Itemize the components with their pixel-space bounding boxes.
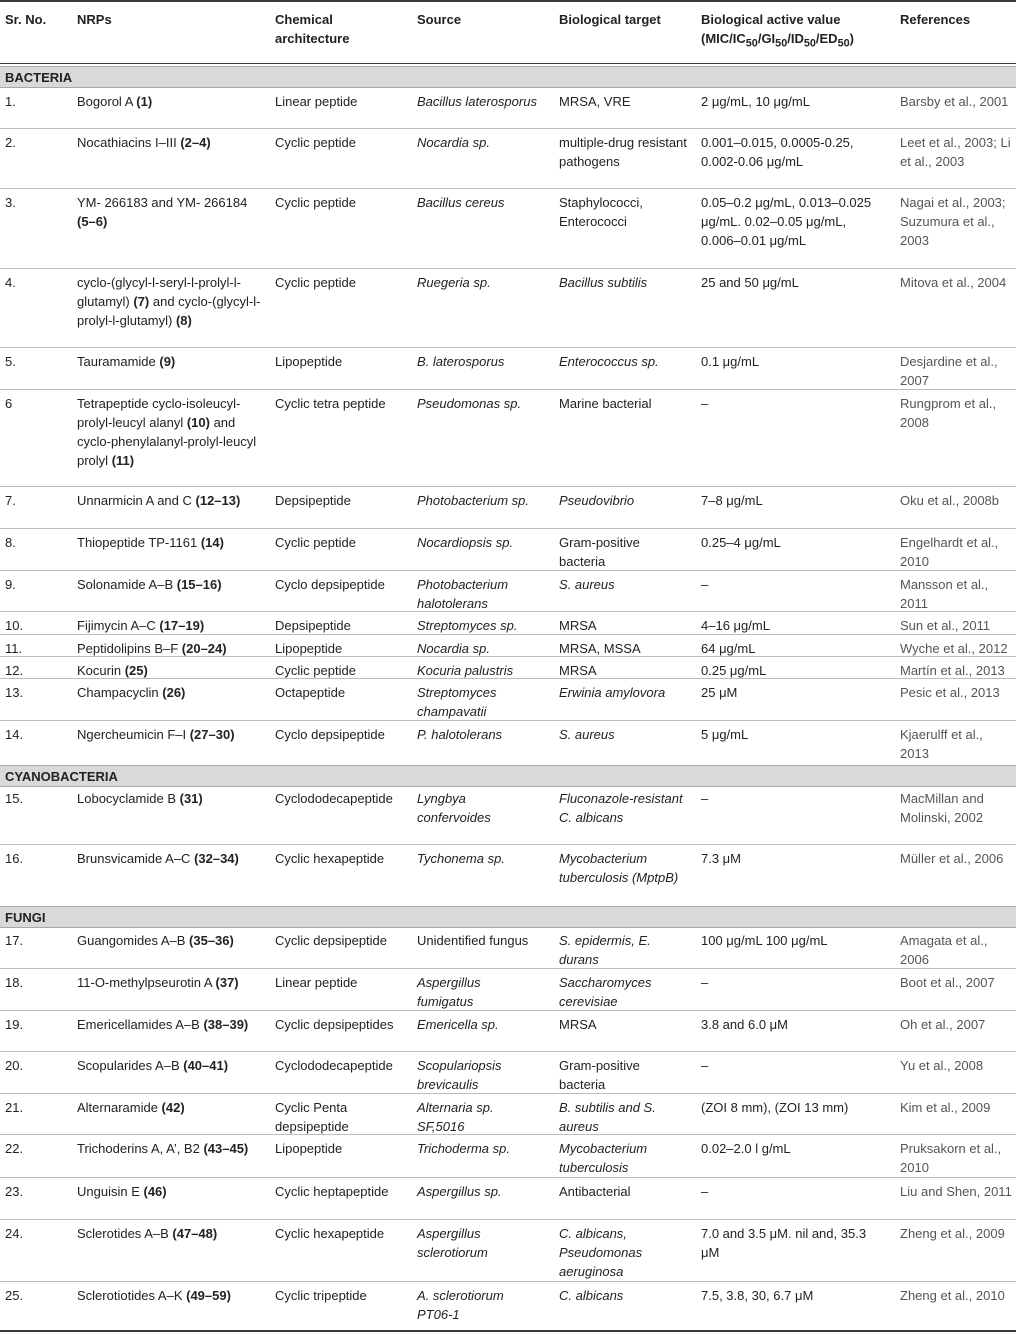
compound-number: (35–36) — [189, 933, 234, 948]
nrp-name — [77, 1139, 262, 1158]
active-value: 64 μg/mL — [701, 641, 756, 656]
nrp-name — [77, 1056, 262, 1075]
chemical-architecture: Cyclo depsipeptide — [275, 577, 385, 592]
biological-target: Gram-positive bacteria — [559, 1058, 640, 1092]
nrp-text: Kocurin — [77, 663, 125, 678]
reference: Engelhardt et al., 2010 — [900, 535, 999, 569]
row-separator — [0, 656, 1016, 657]
biological-target: C. albicans, Pseudomonas aeruginosa — [559, 1226, 643, 1279]
source-organism: P. halotolerans — [417, 727, 503, 742]
nrp-name — [77, 789, 262, 808]
nrp-text: Sclerotides A–B — [77, 1226, 173, 1241]
source-organism: A. sclerotiorum PT06-1 — [417, 1288, 504, 1322]
biological-target: MRSA — [559, 1017, 597, 1032]
row-number: 10. — [5, 618, 24, 633]
nrp-name — [77, 394, 262, 470]
row-separator — [0, 1177, 1016, 1178]
source-organism: Bacillus laterosporus — [417, 94, 537, 109]
biological-target: MRSA — [559, 618, 597, 633]
nrp-name — [77, 616, 262, 635]
source-organism: Alternaria sp. SF,5016 — [417, 1100, 494, 1134]
row-separator — [0, 678, 1016, 679]
compound-number: (5–6) — [77, 214, 108, 229]
compound-number: (40–41) — [183, 1058, 229, 1073]
active-value: 7.5, 3.8, 30, 6.7 μM — [701, 1288, 814, 1303]
nrp-name — [77, 849, 262, 868]
biological-target: Mycobacterium tuberculosis — [559, 1141, 648, 1175]
compound-number: (20–24) — [181, 641, 227, 656]
row-number: 4. — [5, 275, 16, 290]
nrp-text: Peptidolipins B–F — [77, 641, 182, 656]
compound-number: (31) — [179, 791, 203, 806]
reference: Amagata et al., 2006 — [900, 933, 988, 967]
row-number: 11. — [5, 641, 23, 656]
reference: Martín et al., 2013 — [900, 663, 1005, 678]
chemical-architecture: Cyclic peptide — [275, 195, 356, 210]
chemical-architecture: Lipopeptide — [275, 354, 343, 369]
biological-target: Fluconazole-resistant C. albicans — [559, 791, 683, 825]
biological-target: Saccharomyces cerevisiae — [559, 975, 652, 1009]
row-separator — [0, 720, 1016, 721]
row-number: 18. — [5, 975, 24, 990]
compound-number: (47–48) — [172, 1226, 218, 1241]
compound-number: (2–4) — [180, 135, 211, 150]
nrp-text: Bogorol A — [77, 94, 137, 109]
chemical-architecture: Cyclic depsipeptide — [275, 933, 388, 948]
source-organism: Lyngbya confervoides — [417, 791, 491, 825]
source-organism: Aspergillus sp. — [417, 1184, 502, 1199]
nrp-text: Nocathiacins I–III — [77, 135, 181, 150]
reference: Leet et al., 2003; Li et al., 2003 — [900, 135, 1011, 169]
reference: Yu et al., 2008 — [900, 1058, 984, 1073]
header-rule — [0, 63, 1016, 64]
compound-number: (11) — [111, 453, 135, 468]
table-top-rule — [0, 0, 1016, 2]
source-organism: Streptomyces sp. — [417, 618, 518, 633]
header-biological-target: Biological target — [559, 12, 661, 27]
row-number: 5. — [5, 354, 16, 369]
active-value: 7.3 μM — [701, 851, 742, 866]
row-number: 20. — [5, 1058, 24, 1073]
row-separator — [0, 268, 1016, 269]
chemical-architecture: Cyclododecapeptide — [275, 791, 393, 806]
biological-target: B. subtilis and S. aureus — [559, 1100, 656, 1134]
reference: Pruksakorn et al., 2010 — [900, 1141, 1002, 1175]
nrp-name — [77, 1286, 262, 1305]
nrp-name — [77, 1224, 262, 1243]
section-label: FUNGI — [5, 910, 46, 925]
reference: Boot et al., 2007 — [900, 975, 995, 990]
compound-number: (12–13) — [195, 493, 241, 508]
chemical-architecture: Linear peptide — [275, 94, 358, 109]
active-value: 5 μg/mL — [701, 727, 749, 742]
biological-target: Gram-positive bacteria — [559, 535, 640, 569]
chemical-architecture: Lipopeptide — [275, 1141, 343, 1156]
nrp-text: Unguisin E — [77, 1184, 144, 1199]
nrp-name — [77, 1098, 262, 1117]
compound-number: (26) — [162, 685, 186, 700]
reference: Rungprom et al., 2008 — [900, 396, 997, 430]
biological-target: Erwinia amylovora — [559, 685, 666, 700]
chemical-architecture: Cyclic peptide — [275, 663, 356, 678]
reference: Mansson et al., 2011 — [900, 577, 989, 611]
reference: Wyche et al., 2012 — [900, 641, 1008, 656]
reference: Mitova et al., 2004 — [900, 275, 1007, 290]
chemical-architecture: Octapeptide — [275, 685, 346, 700]
active-value: 4–16 μg/mL — [701, 618, 770, 633]
nrp-text: cyclo-(glycyl-l-seryl-l-prolyl-l- glutamyl) — [77, 275, 241, 309]
nrp-text: Tauramamide — [77, 354, 160, 369]
row-separator — [0, 634, 1016, 635]
row-number: 16. — [5, 851, 24, 866]
compound-number: (8) — [175, 313, 192, 328]
nrp-text: Unnarmicin A and C — [77, 493, 196, 508]
biological-target: S. aureus — [559, 727, 615, 742]
section-header — [0, 906, 1016, 928]
chemical-architecture: Linear peptide — [275, 975, 358, 990]
row-separator — [0, 1051, 1016, 1052]
reference: Barsby et al., 2001 — [900, 94, 1009, 109]
row-separator — [0, 389, 1016, 390]
active-value: 25 and 50 μg/mL — [701, 275, 799, 290]
nrp-text: Lobocyclamide B — [77, 791, 180, 806]
nrp-text: Brunsvicamide A–C — [77, 851, 195, 866]
compound-number: (38–39) — [203, 1017, 249, 1032]
compound-number: (17–19) — [159, 618, 205, 633]
row-number: 12. — [5, 663, 24, 678]
chemical-architecture: Cyclic tripeptide — [275, 1288, 367, 1303]
nrp-text: Thiopeptide TP-1161 — [77, 535, 201, 550]
row-number: 8. — [5, 535, 16, 550]
header-nrps: NRPs — [77, 12, 112, 27]
source-organism: Nocardia sp. — [417, 135, 490, 150]
chemical-architecture: Cyclic peptide — [275, 275, 356, 290]
chemical-architecture: Cyclododecapeptide — [275, 1058, 393, 1073]
row-number: 1. — [5, 94, 16, 109]
reference: MacMillan and Molinski, 2002 — [900, 791, 984, 825]
row-separator — [0, 486, 1016, 487]
nrp-text: Ngercheumicin F–I — [77, 727, 190, 742]
header-source: Source — [417, 12, 462, 27]
header-references: References — [900, 12, 971, 27]
source-organism: Photobacterium sp. — [417, 493, 530, 508]
biological-target: Pseudovibrio — [559, 493, 635, 508]
nrp-name — [77, 193, 262, 231]
active-value: – — [701, 791, 709, 806]
row-number: 14. — [5, 727, 24, 742]
source-organism: Streptomyces champavatii — [417, 685, 497, 719]
source-organism: Bacillus cereus — [417, 195, 505, 210]
row-number: 23. — [5, 1184, 24, 1199]
compound-number: (43–45) — [203, 1141, 249, 1156]
source-organism: Emericella sp. — [417, 1017, 499, 1032]
active-value: 25 μM — [701, 685, 738, 700]
nrp-text: Trichoderins A, A’, B2 — [77, 1141, 204, 1156]
nrp-text: YM- 266183 and YM- 266184 — [77, 195, 248, 210]
source-organism: Ruegeria sp. — [417, 275, 491, 290]
compound-number: (10) — [186, 415, 210, 430]
reference: Oku et al., 2008b — [900, 493, 1000, 508]
row-number: 22. — [5, 1141, 24, 1156]
nrp-name — [77, 92, 262, 111]
row-number: 17. — [5, 933, 24, 948]
biological-target: MRSA, MSSA — [559, 641, 641, 656]
nrp-name — [77, 973, 262, 992]
row-number: 24. — [5, 1226, 24, 1241]
active-value: 0.02–2.0 l g/mL — [701, 1141, 791, 1156]
nrp-text: Tetrapeptide cyclo-isoleucyl-prolyl-leucyl alanyl — [77, 396, 241, 430]
row-separator — [0, 1010, 1016, 1011]
nrp-text: and cyclo-(glycyl-l-prolyl-l-glutamyl) — [77, 294, 261, 328]
nrp-text: Emericellamides A–B — [77, 1017, 204, 1032]
row-separator — [0, 1219, 1016, 1220]
source-organism: Aspergillus sclerotiorum — [417, 1226, 488, 1260]
section-header — [0, 66, 1016, 88]
active-value: 0.05–0.2 μg/mL, 0.013–0.025 μg/mL. 0.02–0.05 μg/mL, 0.006–0.01 μg/mL — [701, 195, 872, 248]
nrp-name — [77, 491, 262, 510]
row-separator — [0, 347, 1016, 348]
row-separator — [0, 844, 1016, 845]
row-number: 13. — [5, 685, 24, 700]
compound-number: (46) — [143, 1184, 167, 1199]
chemical-architecture: Cyclic depsipeptides — [275, 1017, 394, 1032]
reference: Kim et al., 2009 — [900, 1100, 991, 1115]
active-value: 0.25–4 μg/mL — [701, 535, 781, 550]
row-separator — [0, 968, 1016, 969]
source-organism: Unidentified fungus — [417, 933, 529, 948]
active-value: – — [701, 1184, 709, 1199]
nrp-name — [77, 683, 262, 702]
chemical-architecture: Depsipeptide — [275, 493, 351, 508]
row-number: 21. — [5, 1100, 24, 1115]
row-separator — [0, 570, 1016, 571]
reference: Sun et al., 2011 — [900, 618, 991, 633]
chemical-architecture: Cyclic tetra peptide — [275, 396, 386, 411]
source-organism: Pseudomonas sp. — [417, 396, 522, 411]
reference: Oh et al., 2007 — [900, 1017, 986, 1032]
active-value: 3.8 and 6.0 μM — [701, 1017, 788, 1032]
nrp-name — [77, 1015, 262, 1034]
row-number: 15. — [5, 791, 24, 806]
biological-target: Mycobacterium tuberculosis (MptpB) — [559, 851, 679, 885]
row-number: 19. — [5, 1017, 24, 1032]
source-organism: Aspergillus fumigatus — [417, 975, 481, 1009]
section-label: CYANOBACTERIA — [5, 769, 118, 784]
row-separator — [0, 1281, 1016, 1282]
biological-target: MRSA — [559, 663, 597, 678]
section-header — [0, 765, 1016, 787]
nrp-text: Sclerotiotides A–K — [77, 1288, 187, 1303]
row-number: 7. — [5, 493, 16, 508]
compound-number: (49–59) — [186, 1288, 231, 1303]
header-sr-no: Sr. No. — [5, 12, 47, 27]
source-organism: Kocuria palustris — [417, 663, 514, 678]
chemical-architecture: Cyclic hexapeptide — [275, 851, 385, 866]
chemical-architecture: Cyclo depsipeptide — [275, 727, 385, 742]
biological-target: MRSA, VRE — [559, 94, 631, 109]
active-value: – — [701, 396, 709, 411]
compound-number: (7) — [133, 294, 150, 309]
active-value: (ZOI 8 mm), (ZOI 13 mm) — [701, 1100, 849, 1115]
nrp-name — [77, 575, 262, 594]
active-value: – — [701, 577, 709, 592]
source-organism: Tychonema sp. — [417, 851, 505, 866]
reference: Pesic et al., 2013 — [900, 685, 1000, 700]
row-number: 9. — [5, 577, 16, 592]
active-value: – — [701, 975, 709, 990]
active-value: 0.25 μg/mL — [701, 663, 767, 678]
source-organism: Nocardiopsis sp. — [417, 535, 514, 550]
active-value: 7.0 and 3.5 μM. nil and, 35.3 μM — [701, 1226, 867, 1260]
nrp-text: Champacyclin — [77, 685, 163, 700]
nrp-text: Solonamide A–B — [77, 577, 177, 592]
nrp-name — [77, 725, 262, 744]
source-organism: B. laterosporus — [417, 354, 505, 369]
chemical-architecture: Cyclic Penta depsipeptide — [275, 1100, 349, 1134]
biological-target: Enterococcus sp. — [559, 354, 659, 369]
compound-number: (1) — [136, 94, 153, 109]
biological-target: Bacillus subtilis — [559, 275, 648, 290]
nrp-text: Scopularides A–B — [77, 1058, 184, 1073]
biological-target: multiple-drug resistant pathogens — [559, 135, 687, 169]
nrp-name — [77, 352, 262, 371]
row-number: 6 — [5, 396, 13, 411]
compound-number: (32–34) — [194, 851, 239, 866]
nrp-text: Fijimycin A–C — [77, 618, 160, 633]
chemical-architecture: Depsipeptide — [275, 618, 351, 633]
biological-target: Antibacterial — [559, 1184, 631, 1199]
biological-target: S. aureus — [559, 577, 615, 592]
reference: Zheng et al., 2009 — [900, 1226, 1005, 1241]
active-value: 2 μg/mL, 10 μg/mL — [701, 94, 810, 109]
biological-target: C. albicans — [559, 1288, 624, 1303]
source-organism: Photobacterium halotolerans — [417, 577, 509, 611]
source-organism: Trichoderma sp. — [417, 1141, 510, 1156]
compound-number: (27–30) — [189, 727, 235, 742]
nrp-text: Alternaramide — [77, 1100, 162, 1115]
biological-target: Marine bacterial — [559, 396, 652, 411]
reference: Desjardine et al., 2007 — [900, 354, 998, 388]
row-number: 2. — [5, 135, 16, 150]
source-organism: Scopulariopsis brevicaulis — [417, 1058, 502, 1092]
active-value: 100 μg/mL 100 μg/mL — [701, 933, 828, 948]
active-value: 0.001–0.015, 0.0005-0.25, 0.002-0.06 μg/mL — [701, 135, 854, 169]
chemical-architecture: Cyclic heptapeptide — [275, 1184, 389, 1199]
nrp-text: 11-O-methylpseurotin A — [77, 975, 216, 990]
reference: Kjaerulff et al., 2013 — [900, 727, 983, 761]
row-number: 3. — [5, 195, 16, 210]
biological-target: S. epidermis, E. durans — [559, 933, 651, 967]
active-value: 7–8 μg/mL — [701, 493, 763, 508]
header-biological-active-value: Biological active value $(MIC/IC_{50}/GI_{50}/ID_{50}/ED_{50})$ — [701, 12, 854, 50]
active-value: 0.1 μg/mL — [701, 354, 760, 369]
row-separator — [0, 188, 1016, 189]
section-label: BACTERIA — [5, 70, 73, 85]
nrp-name — [77, 273, 262, 330]
row-separator — [0, 1134, 1016, 1135]
chemical-architecture: Lipopeptide — [275, 641, 343, 656]
chemical-architecture: Cyclic peptide — [275, 135, 356, 150]
active-value: – — [701, 1058, 709, 1073]
biological-target: Staphylococci, Enterococci — [559, 195, 643, 229]
row-separator — [0, 611, 1016, 612]
nrp-name — [77, 1182, 262, 1201]
nrp-text: Guangomides A–B — [77, 933, 190, 948]
nrp-name — [77, 133, 262, 152]
nrp-text: and cyclo-phenylalanyl-prolyl-leucyl prolyl — [77, 415, 257, 468]
reference: Nagai et al., 2003; Suzumura et al., 2003 — [900, 195, 1006, 248]
compound-number: (9) — [159, 354, 176, 369]
nrp-name — [77, 931, 262, 950]
reference: Zheng et al., 2010 — [900, 1288, 1005, 1303]
compound-number: (42) — [161, 1100, 185, 1115]
row-separator — [0, 128, 1016, 129]
compound-number: (15–16) — [176, 577, 222, 592]
row-number: 25. — [5, 1288, 24, 1303]
compound-number: (37) — [215, 975, 239, 990]
reference: Liu and Shen, 2011 — [900, 1184, 1012, 1199]
nrp-name — [77, 533, 262, 552]
header-chemical-architecture: Chemical architecture — [275, 12, 350, 46]
table-bottom-rule — [0, 1330, 1016, 1332]
row-separator — [0, 528, 1016, 529]
chemical-architecture: Cyclic hexapeptide — [275, 1226, 385, 1241]
row-separator — [0, 1093, 1016, 1094]
compound-number: (25) — [124, 663, 148, 678]
chemical-architecture: Cyclic peptide — [275, 535, 356, 550]
source-organism: Nocardia sp. — [417, 641, 490, 656]
reference: Müller et al., 2006 — [900, 851, 1004, 866]
compound-number: (14) — [200, 535, 224, 550]
